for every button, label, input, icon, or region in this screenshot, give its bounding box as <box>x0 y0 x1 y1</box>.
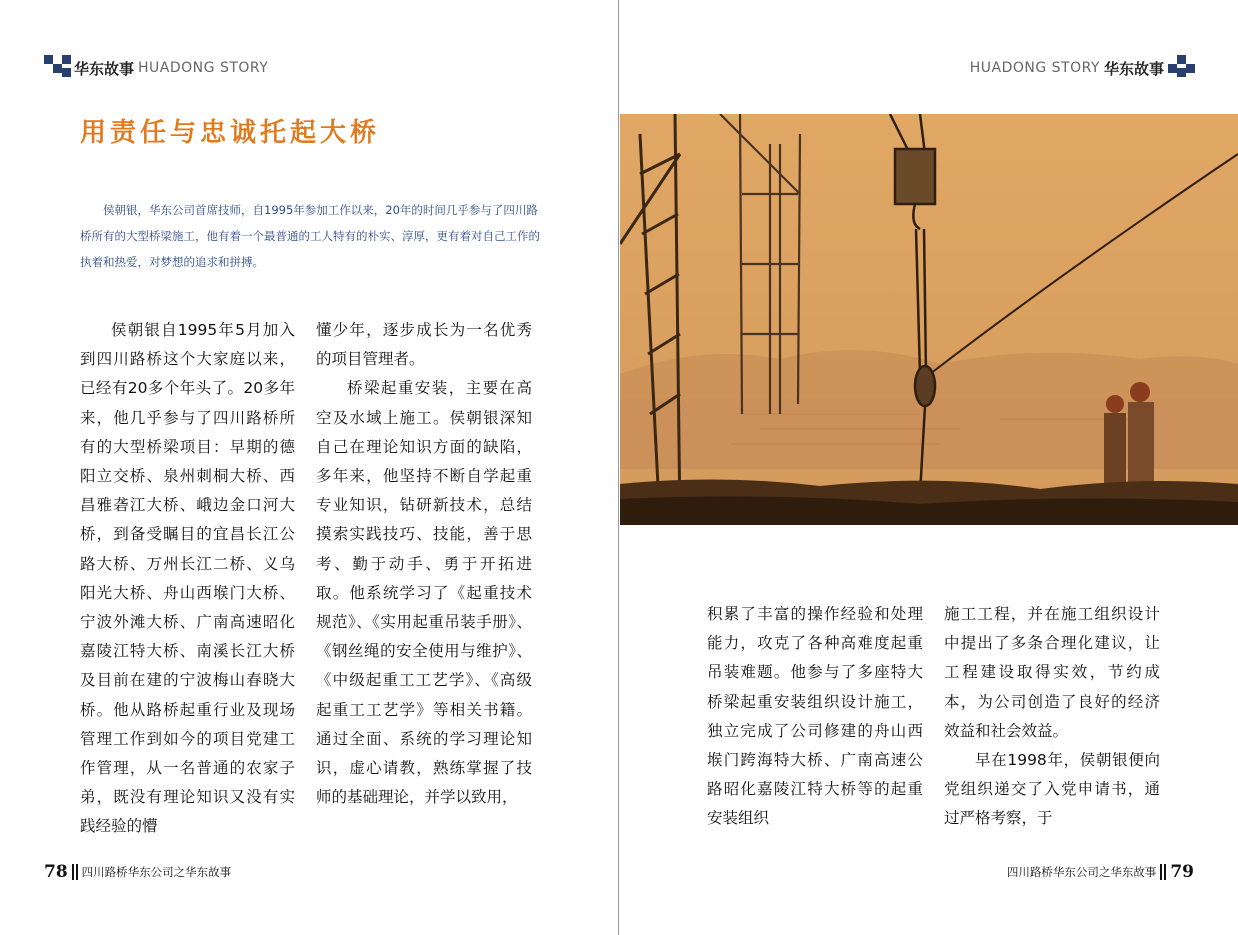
divider <box>1160 864 1166 880</box>
header-title-en: HUADONG STORY <box>138 60 269 76</box>
left-column-1 <box>80 316 295 842</box>
left-column-2 <box>316 316 532 812</box>
huadong-logo-icon <box>44 55 74 81</box>
page-number: 78 <box>44 862 68 882</box>
right-footer <box>1007 862 1194 882</box>
right-column-2 <box>944 600 1160 834</box>
paragraph: 侯朝银自1995年5月加入到四川路桥这个大家庭以来，已经有20多个年头了。20多年来，他几乎参与了四川路桥所有的大型桥梁项目：早期的德阳立交桥、泉州刺桐大桥、西昌雅砻江大桥、峨边金口河大桥，到备受瞩目的宜昌长江公路大桥、万州长江二桥、义乌阳光大桥、舟山西堠门大桥、宁波外滩大桥、广南高速昭化嘉陵江特大桥、南溪长江大桥及目前在建的宁波梅山春晓大桥。他从路桥起重行业及现场管理工作到如今的项目党建工作管理，从一名普通的农家子弟，既没有理论知识又没有实践经验的懵 <box>80 321 295 836</box>
footer-text: 四川路桥华东公司之华东故事 <box>1006 865 1157 879</box>
paragraph: 桥梁起重安装，主要在高空及水域上施工。侯朝银深知自己在理论知识方面的缺陷，多年来，他坚持不断自学起重专业知识，钻研新技术，总结摸索实践技巧、技能，善于思考、勤于动手、勇于开拓进取。他系统学习了《起重技术规范》、《实用起重吊装手册》、《钢丝绳的安全使用与维护》、《中级起重工工艺学》、《高级起重工工艺学》等相关书籍。通过全面、系统的学习理论知识，虚心请教，熟练掌握了技师的基础理论，并学以致用， <box>316 379 532 807</box>
huadong-logo-icon <box>1168 55 1198 81</box>
bridge-construction-photo <box>620 114 1238 525</box>
article-intro: 侯朝银，华东公司首席技师，自1995年参加工作以来，20年的时间几乎参与了四川路桥所有的大型桥梁施工，他有着一个最普通的工人特有的朴实、淳厚，更有着对自己工作的执着和热爱，对梦想的追求和拼搏。 <box>80 203 540 269</box>
divider <box>72 864 78 880</box>
paragraph: 施工工程，并在施工组织设计中提出了多条合理化建议，让工程建设取得实效，节约成本，为公司创造了良好的经济效益和社会效益。 <box>944 605 1160 740</box>
left-footer <box>44 862 231 882</box>
right-column-1 <box>707 600 923 834</box>
right-header <box>970 55 1198 81</box>
photo-illustration <box>620 114 1238 525</box>
footer-text: 四川路桥华东公司之华东故事 <box>81 865 232 879</box>
page-number: 79 <box>1170 862 1194 882</box>
paragraph: 积累了丰富的操作经验和处理能力，攻克了各种高难度起重吊装难题。他参与了多座特大桥梁起重安装组织设计施工，独立完成了公司修建的舟山西堠门跨海特大桥、广南高速公路昭化嘉陵江特大桥等的起重安装组织 <box>707 605 923 828</box>
left-header <box>44 55 268 81</box>
paragraph: 早在1998年，侯朝银便向党组织递交了入党申请书，通过严格考察，于 <box>944 751 1160 828</box>
header-title-cn: 华东故事 <box>1103 59 1164 78</box>
header-title-en: HUADONG STORY <box>969 60 1100 76</box>
paragraph: 懂少年，逐步成长为一名优秀的项目管理者。 <box>316 321 532 369</box>
article-title: 用责任与忠诚托起大桥 <box>80 118 381 148</box>
header-title-cn: 华东故事 <box>74 59 135 78</box>
